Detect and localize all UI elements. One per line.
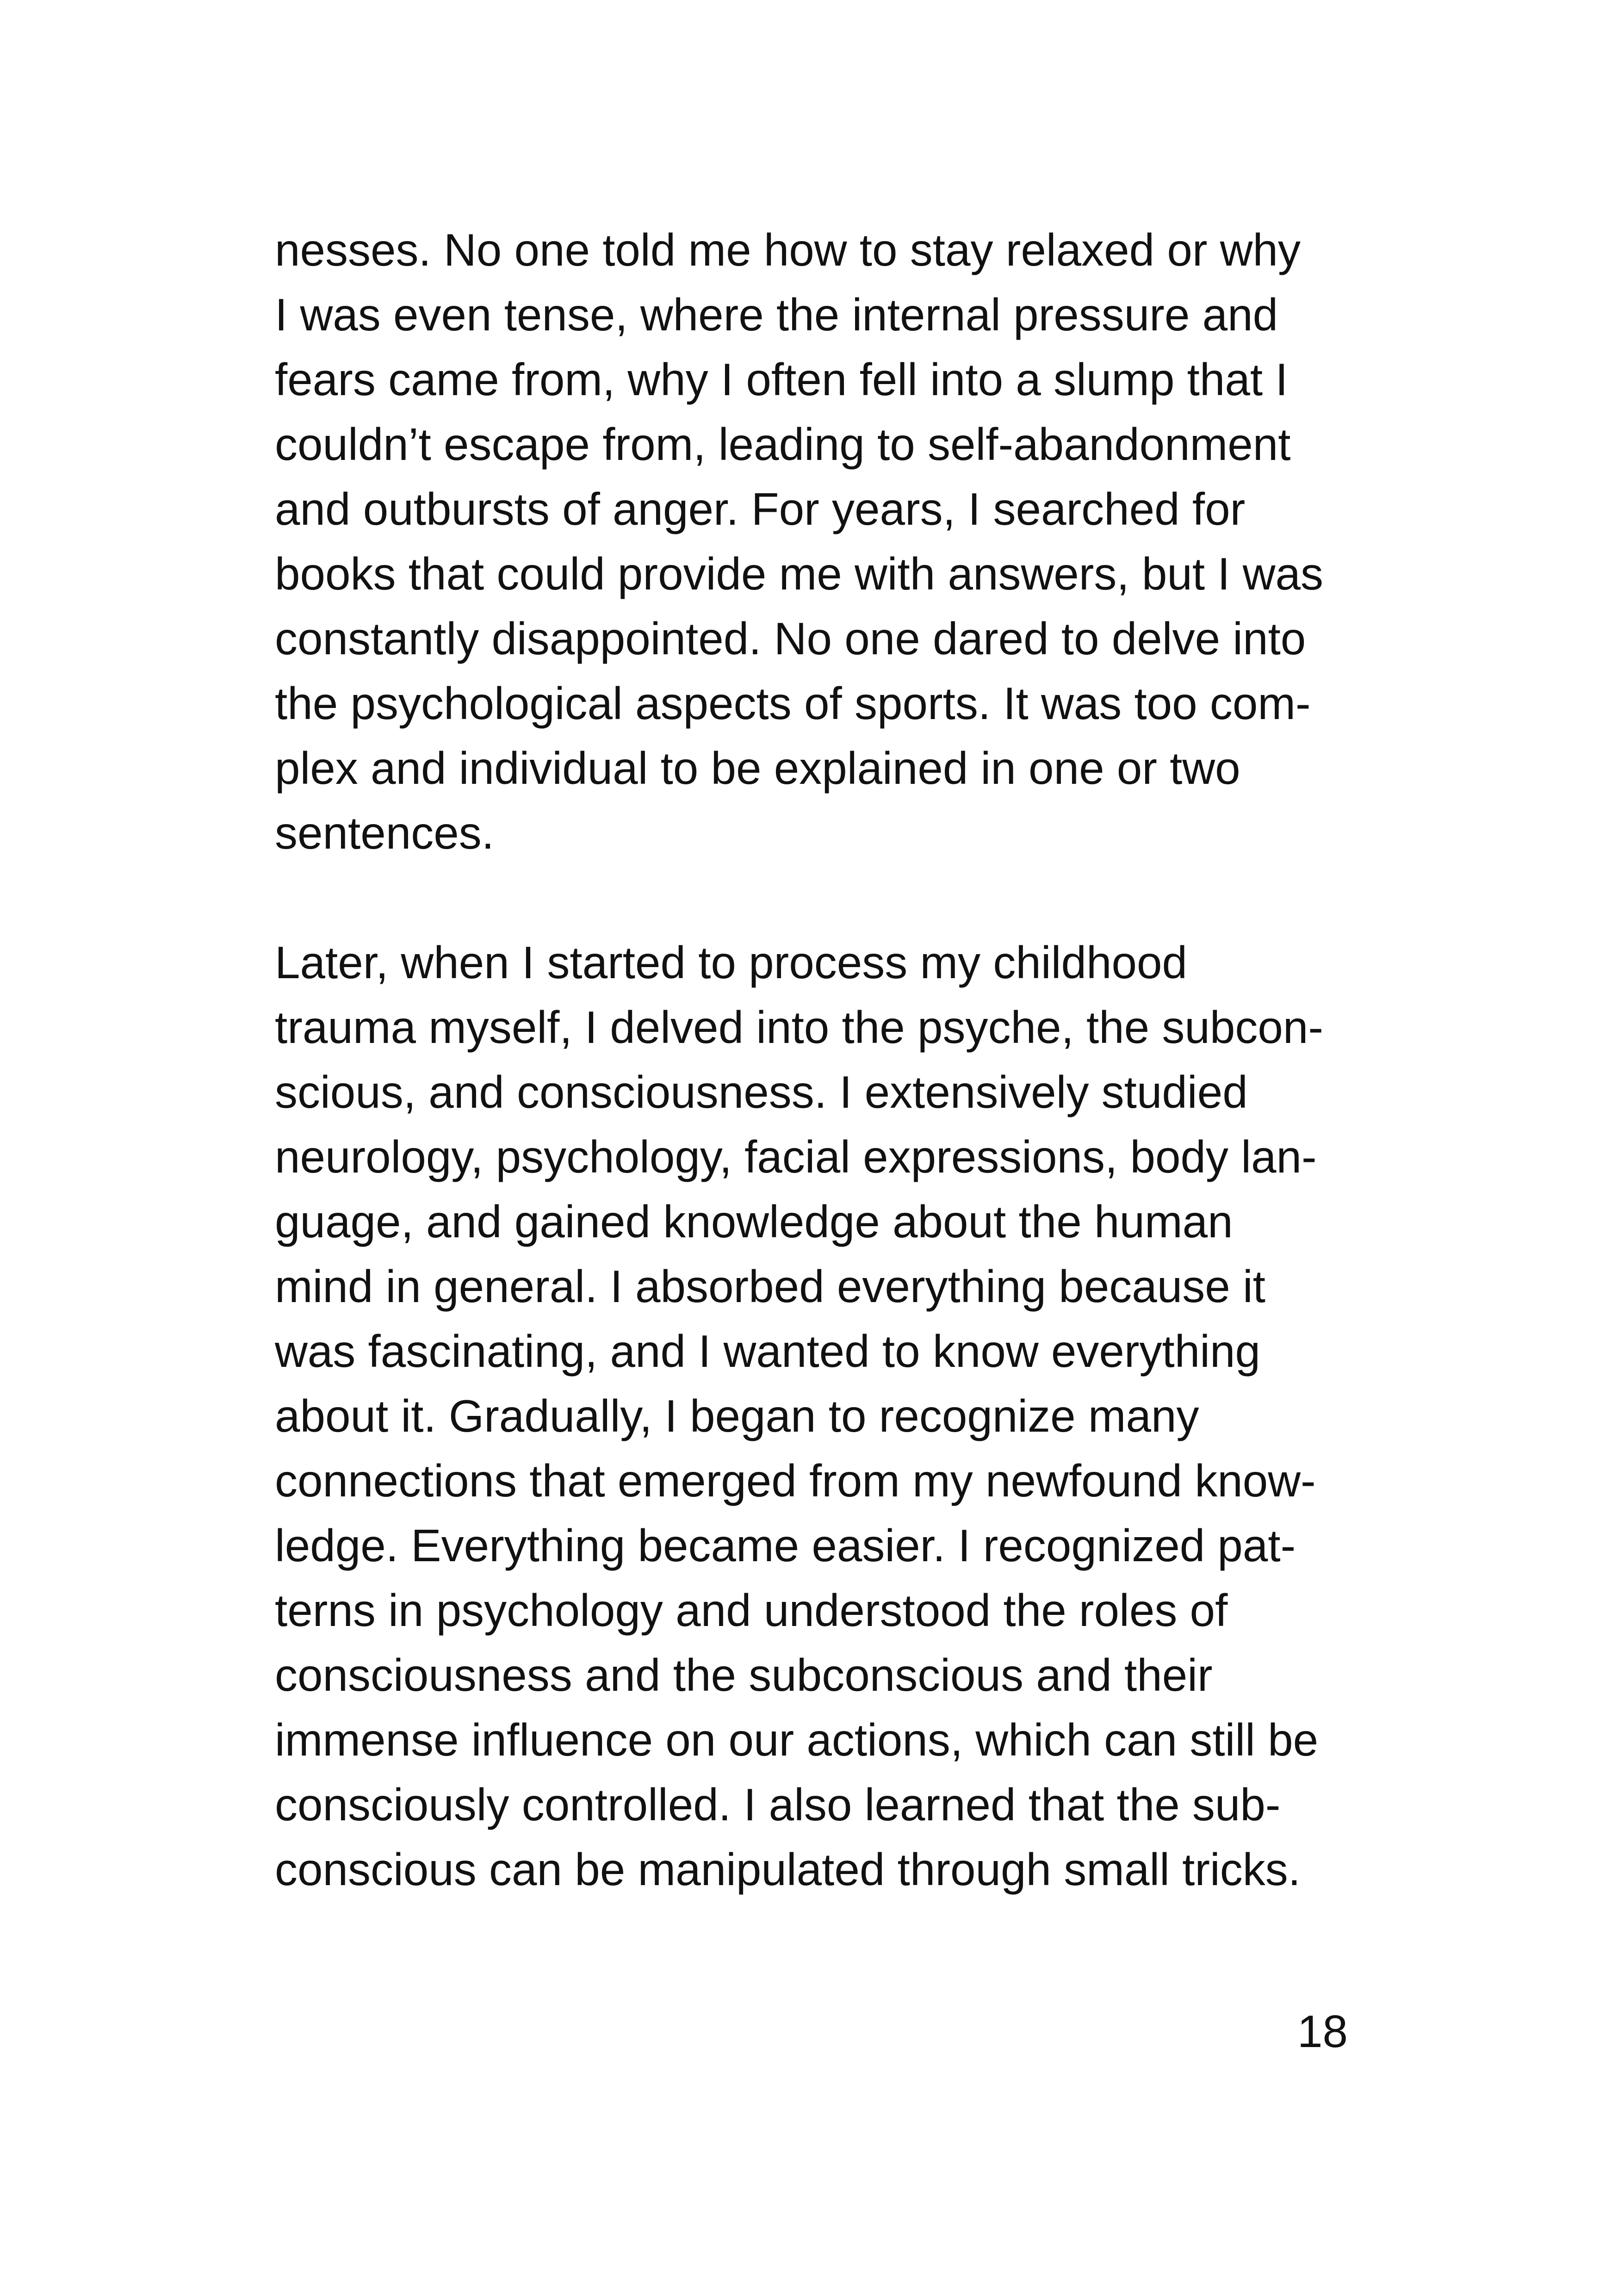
text-line: consciousness and the subconscious and their	[275, 1650, 1213, 1700]
text-line: couldn’t escape from, leading to self-abandonment	[275, 419, 1291, 470]
paragraph	[275, 217, 1358, 865]
text-line: was fascinating, and I wanted to know everything	[275, 1326, 1261, 1377]
text-line: consciously controlled. I also learned that the sub-	[275, 1779, 1281, 1830]
text-line: the psychological aspects of sports. It was too com-	[275, 678, 1311, 729]
text-line: ledge. Everything became easier. I recognized pat-	[275, 1520, 1296, 1571]
text-line: plex and individual to be explained in one or two	[275, 743, 1240, 794]
text-line: immense influence on our actions, which can still be	[275, 1714, 1319, 1765]
text-line: conscious can be manipulated through small tricks.	[275, 1844, 1301, 1895]
text-line: trauma myself, I delved into the psyche, the subcon-	[275, 1002, 1324, 1053]
paragraph-gap	[275, 865, 1358, 930]
text-line: Later, when I started to process my childhood	[275, 937, 1187, 988]
text-line: and outbursts of anger. For years, I searched for	[275, 484, 1246, 534]
text-line: guage, and gained knowledge about the human	[275, 1196, 1233, 1247]
text-line: terns in psychology and understood the roles of	[275, 1585, 1228, 1636]
text-line: scious, and consciousness. I extensively studied	[275, 1067, 1248, 1117]
text-line: about it. Gradually, I began to recognize many	[275, 1390, 1199, 1441]
text-line: nesses. No one told me how to stay relaxed or why	[275, 224, 1301, 275]
text-line: constantly disappointed. No one dared to delve into	[275, 613, 1306, 664]
text-line: books that could provide me with answers, but I was	[275, 548, 1324, 599]
text-line: fears came from, why I often fell into a slump that I	[275, 354, 1288, 405]
page-number: 18	[1297, 2006, 1348, 2057]
text-line: neurology, psychology, facial expressions, body lan-	[275, 1131, 1317, 1182]
text-line: sentences.	[275, 807, 494, 858]
body-text	[275, 217, 1358, 1902]
paragraph	[275, 930, 1358, 1902]
text-line: connections that emerged from my newfound know-	[275, 1455, 1316, 1506]
text-line: mind in general. I absorbed everything because it	[275, 1261, 1265, 1312]
text-line: I was even tense, where the internal pressure and	[275, 289, 1278, 340]
